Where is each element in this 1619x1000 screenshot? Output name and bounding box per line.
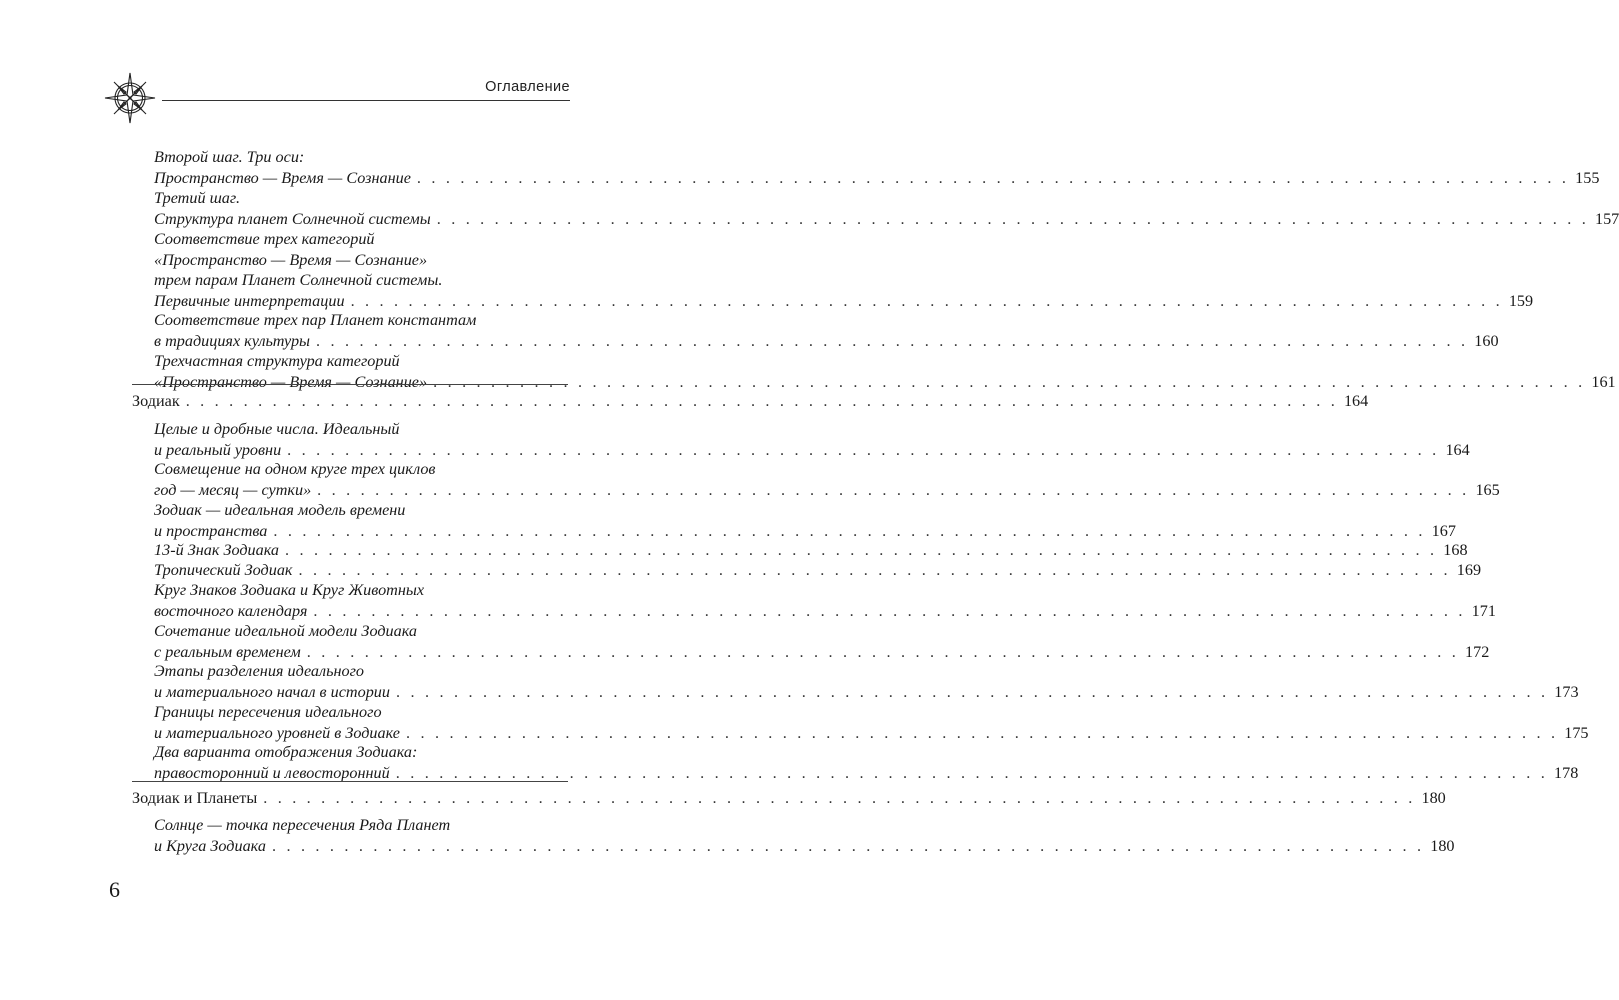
- toc-entry[interactable]: [154, 291, 1534, 311]
- toc-entry-title: Зодиак: [132, 392, 180, 410]
- toc-page-number: 171: [1471, 601, 1496, 620]
- toc-entry[interactable]: [154, 836, 1455, 856]
- toc-entry-title: восточного календаря: [154, 601, 308, 620]
- dot-leader: . . . . . . . . . . . . . . . . . . . . . . . . . . . . . . . . . . . . . . . . . . . . . . . . . . . . . . . . . . . . . . . . . . . . . . . . . . . . . . . .: [317, 480, 1470, 499]
- toc-entry-title: год — месяц — сутки»: [154, 480, 312, 499]
- toc-section-entry[interactable]: [132, 391, 1369, 411]
- dot-leader: . . . . . . . . . . . . . . . . . . . . . . . . . . . . . . . . . . . . . . . . . . . . . . . . . . . . . . . . . . . . . . . . . . . . . . . . . . . . . . . .: [285, 541, 1438, 559]
- toc-page-number: 161: [1591, 372, 1616, 391]
- dot-leader: . . . . . . . . . . . . . . . . . . . . . . . . . . . . . . . . . . . . . . . . . . . . . . . . . . . . . . . . . . . . . . . . . . . . . . . . . . . . . . . .: [185, 392, 1338, 410]
- toc-entry-title: и Круга Зодиака: [154, 836, 266, 855]
- toc-page-number: 172: [1465, 642, 1490, 661]
- toc-page-number: 169: [1456, 561, 1482, 579]
- toc-entry-title: и пространства: [154, 521, 268, 540]
- toc-entry-title: с реальным временем: [154, 642, 301, 661]
- toc-entry-line: Третий шаг.: [154, 189, 241, 207]
- dot-leader: . . . . . . . . . . . . . . . . . . . . . . . . . . . . . . . . . . . . . . . . . . . . . . . . . . . . . . . . . . . . . . . . . . . . . . . . . . . . . . . .: [273, 521, 1426, 540]
- toc-entry-title: Пространство — Время — Сознание: [154, 168, 411, 187]
- dot-leader: . . . . . . . . . . . . . . . . . . . . . . . . . . . . . . . . . . . . . . . . . . . . . . . . . . . . . . . . . . . . . . . . . . . . . . . . . . . . . . . .: [436, 209, 1589, 228]
- dot-leader: . . . . . . . . . . . . . . . . . . . . . . . . . . . . . . . . . . . . . . . . . . . . . . . . . . . . . . . . . . . . . . . . . . . . . . . . . . . . . . . .: [271, 836, 1425, 855]
- toc-entry-line: Солнце — точка пересечения Ряда Планет: [154, 816, 451, 834]
- toc-entry-title: и реальный уровни: [154, 440, 282, 459]
- running-header: [104, 72, 570, 128]
- dot-leader: . . . . . . . . . . . . . . . . . . . . . . . . . . . . . . . . . . . . . . . . . . . . . . . . . . . . . . . . . . . . . . . . . . . . . . . . . . . . . . . .: [433, 372, 1586, 391]
- section-divider: [132, 781, 568, 782]
- toc-entry-line: Трехчастная структура категорий: [154, 352, 400, 370]
- toc-page-number: 157: [1594, 209, 1619, 228]
- toc-entry[interactable]: [154, 540, 1468, 560]
- toc-entry-title: в традициях культуры: [154, 331, 311, 350]
- toc-entry[interactable]: [154, 642, 1490, 662]
- toc-entry-line: Этапы разделения идеального: [154, 662, 364, 680]
- dot-leader: . . . . . . . . . . . . . . . . . . . . . . . . . . . . . . . . . . . . . . . . . . . . . . . . . . . . . . . . . . . . . . . . . . . . . . . . . . . . . . . .: [306, 642, 1460, 661]
- compass-rose-icon: [104, 72, 156, 124]
- toc-entry-line: Зодиак — идеальная модель времени: [154, 501, 406, 519]
- toc-entry-title: 13-й Знак Зодиака: [154, 541, 280, 559]
- toc-entry-line: Соответствие трех категорий: [154, 230, 375, 248]
- toc-page-number: 165: [1475, 480, 1500, 499]
- toc-entry[interactable]: [154, 723, 1589, 743]
- toc-entry-line: Соответствие трех пар Планет константам: [154, 311, 477, 329]
- toc-entry[interactable]: [154, 763, 1579, 783]
- toc-section-entry[interactable]: [132, 788, 1446, 808]
- toc-entry[interactable]: [154, 560, 1482, 580]
- toc-entry-line: трем парам Планет Солнечной системы.: [154, 271, 443, 289]
- dot-leader: . . . . . . . . . . . . . . . . . . . . . . . . . . . . . . . . . . . . . . . . . . . . . . . . . . . . . . . . . . . . . . . . . . . . . . . . . . . . . . . .: [405, 723, 1559, 742]
- toc-entry-title: Тропический Зодиак: [154, 561, 293, 579]
- toc-page-number: 178: [1554, 763, 1579, 782]
- toc-entry-title: Зодиак и Планеты: [132, 789, 258, 807]
- header-title: Оглавление: [485, 79, 570, 95]
- toc-entry-line: «Пространство — Время — Сознание»: [154, 250, 428, 269]
- toc-entry-line: Сочетание идеальной модели Зодиака: [154, 622, 417, 640]
- dot-leader: . . . . . . . . . . . . . . . . . . . . . . . . . . . . . . . . . . . . . . . . . . . . . . . . . . . . . . . . . . . . . . . . . . . . . . . . . . . . . . . .: [395, 763, 1549, 782]
- dot-leader: . . . . . . . . . . . . . . . . . . . . . . . . . . . . . . . . . . . . . . . . . . . . . . . . . . . . . . . . . . . . . . . . . . . . . . . . . . . . . . . .: [263, 789, 1416, 807]
- toc-entry[interactable]: [154, 521, 1456, 541]
- toc-page-number: 160: [1474, 331, 1499, 350]
- toc-entry[interactable]: [154, 601, 1496, 621]
- toc-entry[interactable]: [154, 372, 1616, 392]
- toc-entry-line: Целые и дробные числа. Идеальный: [154, 420, 400, 438]
- toc-entry[interactable]: [154, 682, 1579, 702]
- toc-entry-title: Первичные интерпретации: [154, 291, 345, 310]
- toc-page-number: 155: [1575, 168, 1600, 187]
- toc-entry-title: правосторонний и левосторонний: [154, 763, 390, 782]
- toc-entry-line: Второй шаг. Три оси:: [154, 148, 305, 166]
- section-divider: [132, 384, 568, 385]
- toc-entry-line: Два варианта отображения Зодиака:: [154, 743, 418, 761]
- toc-entry[interactable]: [154, 331, 1499, 351]
- toc-page-number: 164: [1343, 392, 1369, 410]
- toc-entry[interactable]: [154, 209, 1619, 229]
- toc-entry-line: Совмещение на одном круге трех циклов: [154, 460, 436, 478]
- toc-page-number: 159: [1508, 291, 1534, 310]
- toc-page-number: 175: [1564, 723, 1589, 742]
- dot-leader: . . . . . . . . . . . . . . . . . . . . . . . . . . . . . . . . . . . . . . . . . . . . . . . . . . . . . . . . . . . . . . . . . . . . . . . . . . . . . . . .: [316, 331, 1469, 350]
- toc-page-number: 167: [1431, 521, 1456, 540]
- page-number: 6: [109, 877, 120, 902]
- header-rule: [162, 100, 570, 101]
- toc-entry-line: Границы пересечения идеального: [154, 703, 382, 721]
- dot-leader: . . . . . . . . . . . . . . . . . . . . . . . . . . . . . . . . . . . . . . . . . . . . . . . . . . . . . . . . . . . . . . . . . . . . . . . . . . . . . . . .: [298, 561, 1451, 579]
- toc-entry[interactable]: [154, 440, 1470, 460]
- toc-entry-line: Круг Знаков Зодиака и Круг Животных: [154, 581, 425, 599]
- toc-entry-title: «Пространство — Время — Сознание»: [154, 372, 428, 391]
- toc-page-number: 164: [1445, 440, 1470, 459]
- toc-entry[interactable]: [154, 480, 1500, 500]
- toc-entry-title: и материального начал в истории: [154, 682, 390, 701]
- toc-page-number: 180: [1430, 836, 1455, 855]
- dot-leader: . . . . . . . . . . . . . . . . . . . . . . . . . . . . . . . . . . . . . . . . . . . . . . . . . . . . . . . . . . . . . . . . . . . . . . . . . . . . . . . .: [287, 440, 1440, 459]
- toc-entry-title: Структура планет Солнечной системы: [154, 209, 431, 228]
- dot-leader: . . . . . . . . . . . . . . . . . . . . . . . . . . . . . . . . . . . . . . . . . . . . . . . . . . . . . . . . . . . . . . . . . . . . . . . . . . . . . . . .: [416, 168, 1570, 187]
- dot-leader: . . . . . . . . . . . . . . . . . . . . . . . . . . . . . . . . . . . . . . . . . . . . . . . . . . . . . . . . . . . . . . . . . . . . . . . . . . . . . . . .: [350, 291, 1503, 310]
- dot-leader: . . . . . . . . . . . . . . . . . . . . . . . . . . . . . . . . . . . . . . . . . . . . . . . . . . . . . . . . . . . . . . . . . . . . . . . . . . . . . . . .: [313, 601, 1466, 620]
- toc-entry-title: и материального уровней в Зодиаке: [154, 723, 400, 742]
- toc-page-number: 173: [1554, 682, 1579, 701]
- dot-leader: . . . . . . . . . . . . . . . . . . . . . . . . . . . . . . . . . . . . . . . . . . . . . . . . . . . . . . . . . . . . . . . . . . . . . . . . . . . . . . . .: [395, 682, 1549, 701]
- toc-page-number: 180: [1421, 789, 1446, 807]
- toc-page-number: 168: [1443, 541, 1468, 559]
- toc-entry[interactable]: [154, 168, 1600, 188]
